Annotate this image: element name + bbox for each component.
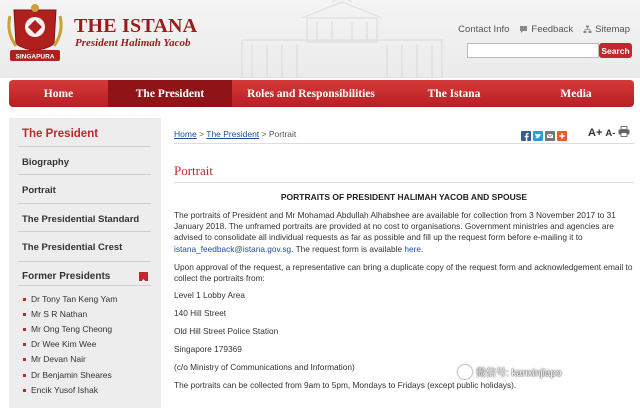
- divider: [18, 146, 151, 147]
- collection-paragraph: Upon approval of the request, a representative can bring a duplicate copy of the request form and acknowledgement email to collect the portraits from:: [174, 262, 633, 284]
- feedback-link[interactable]: Feedback: [519, 24, 573, 35]
- address-line: Level 1 Lobby Area: [174, 290, 246, 300]
- font-increase-button[interactable]: A+: [588, 127, 603, 139]
- divider: [174, 182, 634, 183]
- sidebar-item-biography[interactable]: Biography: [22, 157, 69, 168]
- search-button[interactable]: Search: [599, 43, 632, 58]
- wechat-watermark: 微信号: kanxinjiapo: [458, 364, 562, 379]
- font-size-controls: [588, 126, 630, 140]
- feedback-icon: [519, 25, 528, 34]
- breadcrumb-current: Portrait: [268, 129, 297, 139]
- facebook-icon[interactable]: [521, 128, 531, 138]
- nav-the-istana[interactable]: The Istana: [427, 87, 481, 100]
- breadcrumb-separator: >: [199, 129, 205, 139]
- divider: [174, 143, 634, 144]
- breadcrumb: [174, 129, 296, 139]
- intro-paragraph: The portraits of President and Mr Mohamad Abdullah Alhabshee are available for collection from 3 November 2017 to 31 January 2018. The unframed portraits are provided at no cost to organisations. Government ministries and agencies are advised to consolidate all individual requests as far as possible and fill up the request form before e-mailing it to istana_feedback@istana.gov.sg. The request form is available here.: [174, 210, 616, 254]
- address-line: 140 Hill Street: [174, 308, 227, 318]
- former-presidents-heading[interactable]: Former Presidents: [22, 271, 111, 282]
- sidebar-item-portrait[interactable]: Portrait: [22, 185, 56, 196]
- sidebar-item-presidential-crest[interactable]: The Presidential Crest: [22, 242, 123, 253]
- sidebar-item-presidential-standard[interactable]: The Presidential Standard: [22, 214, 140, 225]
- former-president-link[interactable]: Dr Wee Kim Wee: [31, 339, 97, 349]
- wechat-icon: [458, 365, 472, 379]
- former-president-link[interactable]: Mr Devan Nair: [31, 354, 86, 364]
- former-president-link[interactable]: Encik Yusof Ishak: [31, 385, 98, 395]
- former-president-link[interactable]: Dr Tony Tan Keng Yam: [31, 294, 118, 304]
- site-header: [0, 0, 640, 78]
- crest-banner-text: SINGAPURA: [15, 53, 55, 61]
- contact-info-link[interactable]: Contact Info: [458, 24, 510, 35]
- nav-roles-responsibilities[interactable]: Roles and Responsibilities: [247, 87, 375, 100]
- divider: [18, 203, 151, 204]
- nav-the-president[interactable]: The President: [108, 80, 232, 107]
- nav-home[interactable]: Home: [43, 87, 74, 100]
- former-president-link[interactable]: Mr Ong Teng Cheong: [31, 324, 113, 334]
- site-title: THE ISTANA: [74, 15, 198, 37]
- twitter-icon[interactable]: [533, 128, 543, 138]
- sitemap-icon: [583, 25, 592, 34]
- collection-hours-paragraph: The portraits can be collected from 9am to 5pm, Mondays to Fridays (except public holidays).: [174, 380, 517, 390]
- istana-crest-logo[interactable]: [6, 2, 64, 66]
- divider: [18, 261, 151, 262]
- breadcrumb-separator: >: [261, 129, 267, 139]
- utility-links: [458, 24, 630, 35]
- share-bar: [521, 128, 567, 138]
- breadcrumb-the-president[interactable]: The President: [206, 129, 260, 139]
- former-president-link[interactable]: Dr Benjamin Sheares: [31, 370, 112, 380]
- print-icon[interactable]: [618, 126, 630, 140]
- site-subtitle: President Halimah Yacob: [75, 37, 191, 49]
- search-input[interactable]: [467, 43, 599, 58]
- divider: [18, 285, 151, 286]
- sitemap-link[interactable]: Sitemap: [583, 24, 630, 35]
- sidebar: [9, 118, 161, 408]
- feedback-email-link[interactable]: istana_feedback@istana.gov.sg: [174, 243, 292, 254]
- divider: [18, 174, 151, 175]
- address-line: Old Hill Street Police Station: [174, 326, 279, 336]
- content-title: PORTRAITS OF PRESIDENT HALIMAH YACOB AND SPOUSE: [280, 192, 528, 202]
- share-plus-icon[interactable]: [557, 128, 567, 138]
- istana-building-image: [232, 0, 452, 78]
- nav-media[interactable]: Media: [560, 87, 592, 100]
- former-president-link[interactable]: Mr S R Nathan: [31, 309, 88, 319]
- collapse-icon[interactable]: [139, 272, 148, 281]
- address-line: Singapore 179369: [174, 344, 242, 354]
- request-form-link[interactable]: here: [404, 243, 422, 254]
- divider: [18, 231, 151, 232]
- address-line: (c/o Ministry of Communications and Information): [174, 362, 355, 372]
- page-title: Portrait: [174, 163, 213, 178]
- main-navigation: [9, 80, 634, 107]
- font-decrease-button[interactable]: A-: [605, 127, 616, 139]
- sidebar-title: The President: [22, 128, 99, 140]
- email-icon[interactable]: [545, 128, 555, 138]
- breadcrumb-home[interactable]: Home: [174, 129, 197, 139]
